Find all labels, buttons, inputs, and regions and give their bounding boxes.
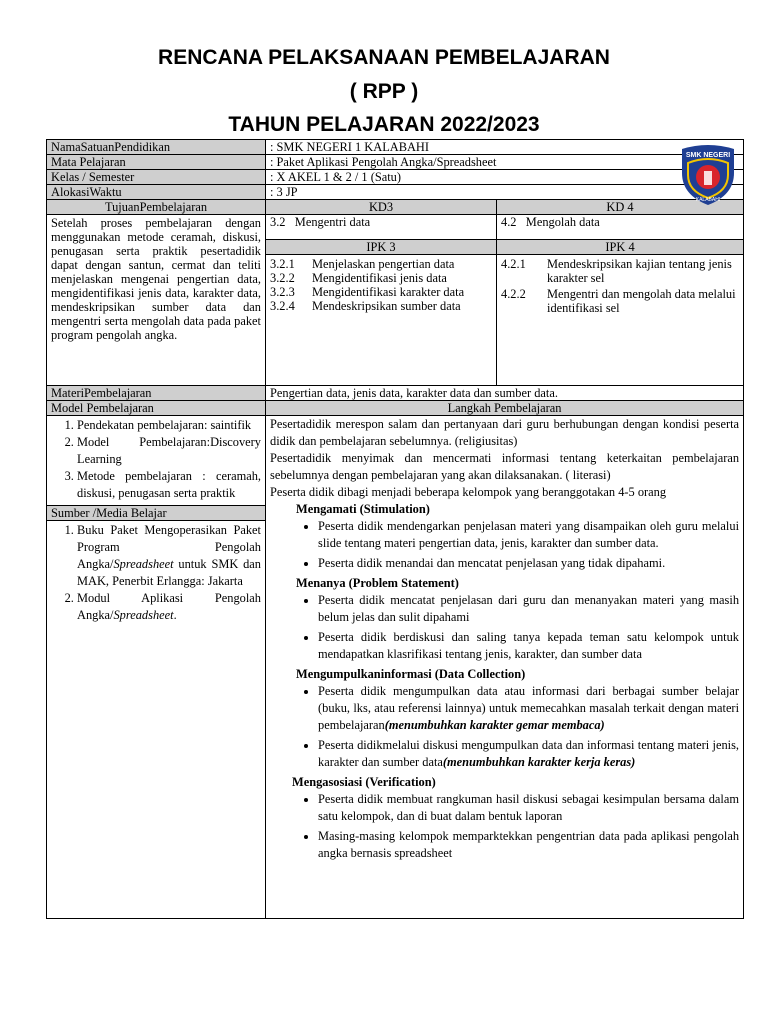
langkah-paragraph: Pesertadidik merespon salam dan pertanyaan dari guru berhubungan dengan kondisi peserta didik dan pembelajaran sebelumnya. (religiusitas) <box>270 417 740 448</box>
sumber-text: untuk SMK dan MAK, Penerbit Erlangga: Jakarta <box>77 557 261 588</box>
kd-row <box>47 215 744 240</box>
list-item: • Peserta didik mendengarkan penjelasan materi yang disampaikan oleh guru melalui slide tentang materi pengertian data, jenis, karakter dan sumber data. <box>318 518 739 552</box>
document-subtitle: ( RPP ) <box>349 80 419 103</box>
ipk4-cell <box>497 255 744 386</box>
ipk-number: 4.2.1 <box>501 257 526 271</box>
kd3-header: KD3 <box>266 200 497 215</box>
materi-value: Pengertian data, jenis data, karakter data dan sumber data. <box>266 386 744 401</box>
identity-value: : 3 JP <box>266 185 744 200</box>
langkah-paragraph: Peserta didik dibagi menjadi beberapa kelompok yang beranggotakan 4-5 orang <box>270 485 667 499</box>
list-item: 3. Metode pembelajaran : ceramah, diskusi, penugasan serta praktik <box>77 468 261 502</box>
list-item <box>270 285 492 299</box>
kd4-text: Mengolah data <box>525 215 600 229</box>
langkah-paragraph: Pesertadidik menyimak dan mencermati informasi tentang keterkaitan pembelajaran sebelumnya dengan pembelajaran yang akan dilaksanakan. ( literasi) <box>270 451 740 482</box>
rpp-table <box>46 139 744 919</box>
ipk-number: 3.2.2 <box>270 271 295 285</box>
ipk4-header: IPK 4 <box>497 240 744 255</box>
identity-value: : Paket Aplikasi Pengolah Angka/Spreadsheet <box>266 155 744 170</box>
list-item: 2. Model Pembelajaran:Discovery Learning <box>77 434 261 468</box>
section-list <box>270 518 739 572</box>
list-item <box>501 257 739 285</box>
objective-text: Setelah proses pembelajaran dengan menggunakan metode ceramah, diskusi, penugasan serta praktik pesertadidik dapat dengan santun, cermat dan teliti menjelaskan mengenai pengertian data, mengidentifikasi jenis data, karakter data, mendeskripsikan sumber data dan mengentri serta mengolah data pada paket program pengolah angka. <box>47 215 266 386</box>
list-item <box>77 590 261 624</box>
identity-value: : SMK NEGERI 1 KALABAHI <box>270 140 430 154</box>
identity-value: : X AKEL 1 & 2 / 1 (Satu) <box>266 170 744 185</box>
content-row <box>47 416 744 919</box>
section-title: Mengamati (Stimulation) <box>296 502 430 516</box>
list-item <box>318 737 739 771</box>
section-title: Mengumpulkaninformasi (Data Collection) <box>296 667 526 681</box>
materi-label: MateriPembelajaran <box>47 386 266 401</box>
identity-row <box>47 185 744 200</box>
section-title: Menanya (Problem Statement) <box>296 576 459 590</box>
kd3-number: 3.2 <box>270 215 286 229</box>
character-note: (menumbuhkan karakter kerja keras) <box>442 755 636 769</box>
logo-torch <box>704 171 712 185</box>
identity-label: Kelas / Semester <box>47 170 266 185</box>
list-item: • Peserta didik membuat rangkuman hasil diskusi sebagai kesimpulan bersama dalam satu kelompok, dan di buat dalam bentuk laporan <box>318 791 739 825</box>
left-column <box>47 416 266 919</box>
step-text: Peserta didikmelalui diskusi mengumpulkan data dan informasi tentang materi jenis, karakter dan sumber data <box>318 738 740 769</box>
identity-label: Mata Pelajaran <box>47 155 266 170</box>
sumber-list <box>51 522 261 624</box>
logo-text-bottom: KALABAHI <box>695 197 721 203</box>
list-item: • Peserta didik berdiskusi dan saling tanya kepada teman satu kelompok untuk mendapatkan klasrifikasi tentang jenis, karakter, dan sumber data <box>318 629 739 663</box>
list-item <box>270 271 492 285</box>
section-list <box>270 791 739 862</box>
model-list <box>51 417 261 502</box>
identity-label: AlokasiWaktu <box>47 185 266 200</box>
sumber-text: Modul Aplikasi Pengolah Angka/ <box>77 591 261 622</box>
kd-header-row <box>47 200 744 215</box>
langkah-header: Langkah Pembelajaran <box>266 401 744 416</box>
section-title: Mengasosiasi (Verification) <box>292 775 436 789</box>
kd4-cell <box>497 215 744 240</box>
ipk3-cell <box>266 255 497 386</box>
logo-text-top: SMK NEGERI <box>685 152 731 159</box>
ipk-text: Mengentri dan mengolah data melalui identifikasi sel <box>547 287 736 315</box>
identity-row <box>47 155 744 170</box>
list-item <box>270 299 492 313</box>
ipk3-header: IPK 3 <box>266 240 497 255</box>
school-logo <box>678 143 738 207</box>
sumber-list-cell <box>47 521 265 625</box>
section-list <box>270 592 739 663</box>
kd3-text: Mengentri data <box>294 215 371 229</box>
list-item: • Peserta didik menandai dan mencatat penjelasan yang tidak dipahami. <box>318 555 739 572</box>
list-item: • Peserta didik mencatat penjelasan dari guru dan menanyakan materi yang masih belum jelas dan sulit dipahami <box>318 592 739 626</box>
ipk-text: Mengidentifikasi karakter data <box>312 285 465 299</box>
ipk-number: 3.2.1 <box>270 257 295 271</box>
academic-year: TAHUN PELAJARAN 2022/2023 <box>228 113 540 136</box>
list-item <box>270 257 492 271</box>
identity-value-cell <box>266 140 744 155</box>
model-list-cell <box>47 416 265 505</box>
materi-row <box>47 386 744 401</box>
list-item: • Masing-masing kelompok memparktekkan pengentrian data pada aplikasi pengolah angka bernasis spreadsheet <box>318 828 739 862</box>
kd4-header: KD 4 <box>497 200 744 215</box>
document-title: RENCANA PELAKSANAAN PEMBELAJARAN <box>158 46 610 69</box>
sumber-italic: Spreadsheet <box>113 608 174 622</box>
ipk-number: 3.2.4 <box>270 299 295 313</box>
kd4-number: 4.2 <box>501 215 517 229</box>
step-text: Peserta didik mengumpulkan data atau informasi dari berbagai sumber belajar (buku, lks, atau referensi lainnya) untuk memecahkan masalah terkait dengan materi pembelajaran <box>318 684 740 732</box>
identity-row <box>47 140 744 155</box>
identity-row <box>47 170 744 185</box>
ipk-text: Mendeskripsikan kajian tentang jenis karakter sel <box>547 257 732 285</box>
sumber-text: Buku Paket Mengoperasikan Paket Program Pengolah Angka/ <box>77 523 261 571</box>
list-item <box>318 683 739 734</box>
list-item <box>501 287 739 315</box>
sumber-italic: Spreadsheet <box>113 557 174 571</box>
identity-label: NamaSatuanPendidikan <box>47 140 266 155</box>
character-note: (menumbuhkan karakter gemar membaca) <box>384 718 605 732</box>
list-item <box>77 522 261 590</box>
model-header: Model Pembelajaran <box>47 401 266 416</box>
ipk-number: 4.2.2 <box>501 287 526 301</box>
ipk-text: Mengidentifikasi jenis data <box>312 271 447 285</box>
objective-header: TujuanPembelajaran <box>47 200 266 215</box>
ipk-text: Menjelaskan pengertian data <box>312 257 455 271</box>
section-list <box>270 683 739 771</box>
ipk-text: Mendeskripsikan sumber data <box>312 299 461 313</box>
model-header-row <box>47 401 744 416</box>
ipk-number: 3.2.3 <box>270 285 295 299</box>
langkah-cell <box>266 416 744 919</box>
sumber-header: Sumber /Media Belajar <box>47 505 265 521</box>
kd3-cell <box>266 215 497 240</box>
list-item: 1. Pendekatan pembelajaran: saintifik <box>77 417 261 434</box>
sumber-text: . <box>173 608 177 622</box>
